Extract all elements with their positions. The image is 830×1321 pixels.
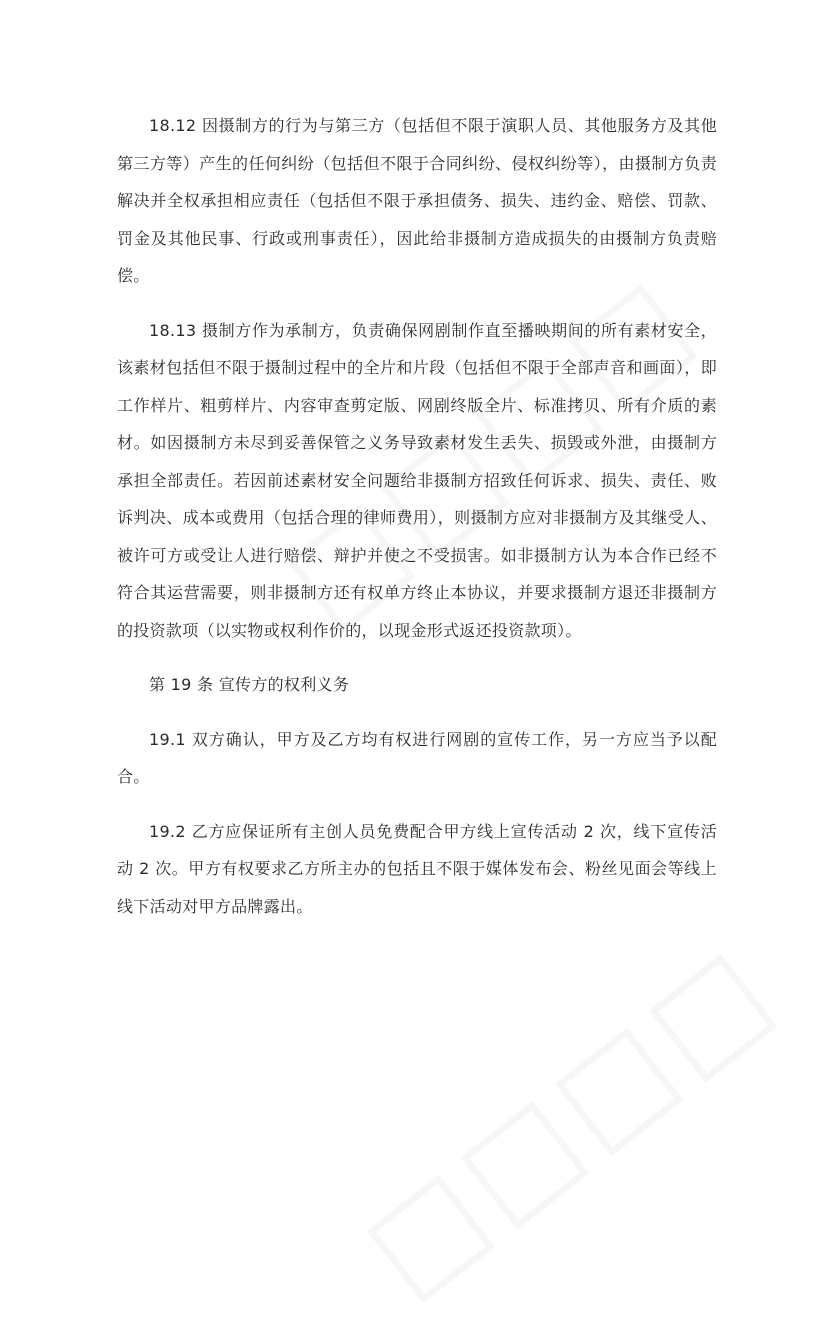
section-heading-19: 第 19 条 宣传方的权利义务 <box>149 675 350 694</box>
paragraph-19-2: 19.2 乙方应保证所有主创人员免费配合甲方线上宣传活动 2 次，线下宣传活动 2 次。甲方有权要求乙方所主办的包括且不限于媒体发布会、粉丝见面会等线上线下活动对甲方品牌露出。 <box>117 821 717 916</box>
paragraph-19-1: 19.1 双方确认，甲方及乙方均有权进行网剧的宣传工作，另一方应当予以配合。 <box>117 729 717 786</box>
paragraph-18-12: 18.12 因摄制方的行为与第三方（包括但不限于演职人员、其他服务方及其他第三方等）产生的任何纠纷（包括但不限于合同纠纷、侵权纠纷等），由摄制方负责解决并全权承担相应责任（包括但不限于承担债务、损失、违约金、赔偿、罚款、罚金及其他民事、行政或刑事责任），因此给非摄制方造成损失的由摄制方负责赔偿。 <box>117 116 717 285</box>
watermark-graphic <box>338 918 800 1321</box>
document-body <box>117 107 717 925</box>
paragraph-18-13: 18.13 摄制方作为承制方，负责确保网剧制作直至播映期间的所有素材安全，该素材包括但不限于摄制过程中的全片和片段（包括但不限于全部声音和画面），即工作样片、粗剪样片、内容审查剪定版、网剧终版全片、标准拷贝、所有介质的素材。如因摄制方未尽到妥善保管之义务导致素材发生丢失、损毁或外泄，由摄制方承担全部责任。若因前述素材安全问题给非摄制方招致任何诉求、损失、责任、败诉判决、成本或费用（包括合理的律师费用），则摄制方应对非摄制方及其继受人、被许可方或受让人进行赔偿、辩护并使之不受损害。如非摄制方认为本合作已经不符合其运营需要，则非摄制方还有权单方终止本协议，并要求摄制方退还非摄制方的投资款项（以实物或权利作价的，以现金形式返还投资款项）。 <box>117 320 717 640</box>
